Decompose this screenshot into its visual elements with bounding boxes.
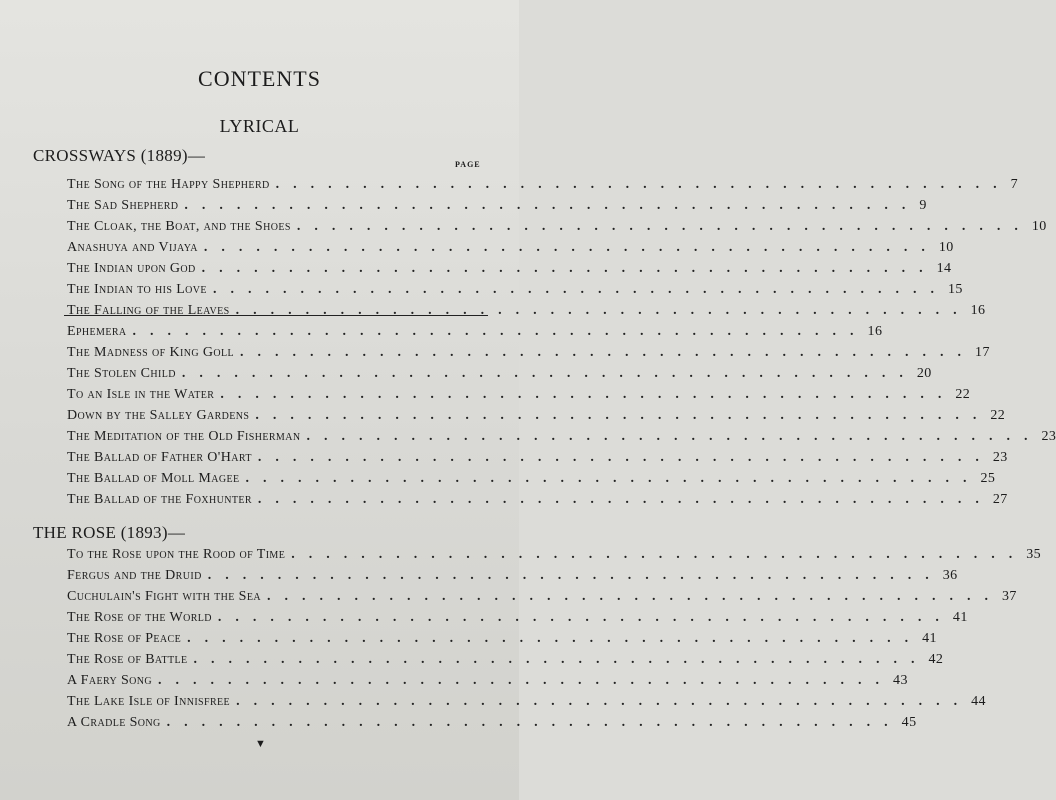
toc-entry-title: The Rose of the World <box>67 610 212 625</box>
toc-entry-page: 20 <box>916 366 932 381</box>
toc-entry-title: The Ballad of Moll Magee <box>67 471 240 486</box>
dot-leader: .......................................... <box>257 450 993 465</box>
section-heading-crossways: CROSSWAYS (1889)— <box>33 146 206 165</box>
dot-leader: .......................................... <box>236 694 972 709</box>
toc-entry-title: The Stolen Child <box>67 366 176 381</box>
toc-entry-title: The Madness of King Goll <box>67 345 235 360</box>
toc-list-rose <box>67 544 1042 733</box>
toc-entry-title: To an Isle in the Water <box>67 387 215 402</box>
toc-entry-page: 9 <box>919 198 927 213</box>
toc-entry-title: The Indian upon God <box>67 261 196 276</box>
dot-leader: .......................................... <box>181 366 917 381</box>
dot-leader: .......................................... <box>220 387 956 402</box>
toc-entry-page: 10 <box>1031 219 1047 234</box>
toc-entry-page: 23 <box>1041 429 1056 444</box>
continue-marker-icon: ▼ <box>255 738 266 750</box>
toc-entry-page: 23 <box>992 450 1008 465</box>
dot-leader: .......................................... <box>257 492 993 507</box>
toc-entry <box>67 607 968 628</box>
dot-leader: .......................................... <box>158 673 894 688</box>
dot-leader: .......................................... <box>255 408 991 423</box>
underline-rule <box>64 315 488 316</box>
dot-leader: .......................................... <box>201 261 937 276</box>
toc-entry-page: 22 <box>955 387 971 402</box>
dot-leader: .......................................... <box>296 219 1032 234</box>
dot-leader: .......................................... <box>266 589 1002 604</box>
page-title: CONTENTS <box>198 66 321 91</box>
dot-leader: .......................................... <box>291 547 1027 562</box>
toc-entry <box>67 426 1056 447</box>
page-subtitle: LYRICAL <box>219 116 300 136</box>
toc-entry-page: 16 <box>867 324 883 339</box>
toc-entry-page: 22 <box>990 408 1006 423</box>
toc-entry-title: To the Rose upon the Rood of Time <box>67 547 286 562</box>
toc-entry <box>67 258 952 279</box>
toc-entry-title: The Ballad of the Foxhunter <box>67 492 252 507</box>
toc-entry-title: The Meditation of the Old Fisherman <box>67 429 301 444</box>
dot-leader: .......................................... <box>187 631 923 646</box>
toc-entry-page: 27 <box>992 492 1008 507</box>
toc-entry-page: 43 <box>893 673 908 688</box>
toc-entry <box>67 489 1008 510</box>
toc-entry-title: The Indian to his Love <box>67 282 207 297</box>
toc-entry <box>67 195 927 216</box>
toc-entry-title: The Falling of the Leaves <box>67 303 230 318</box>
toc-entry-title: The Cloak, the Boat, and the Shoes <box>67 219 291 234</box>
toc-entry <box>67 384 971 405</box>
toc-entry <box>67 544 1042 565</box>
toc-entry <box>67 237 954 258</box>
toc-entry-page: 37 <box>1001 589 1017 604</box>
section-heading-rose: THE ROSE (1893)— <box>33 523 186 542</box>
toc-entry-page: 35 <box>1026 547 1042 562</box>
toc-entry <box>67 565 958 586</box>
dot-leader: .......................................... <box>212 282 948 297</box>
toc-entry-title: The Lake Isle of Innisfree <box>67 694 231 709</box>
toc-entry <box>67 174 1019 195</box>
toc-entry-page: 25 <box>980 471 996 486</box>
toc-entry-title: The Song of the Happy Shepherd <box>67 177 270 192</box>
toc-entry <box>67 405 1006 426</box>
toc-entry <box>67 628 937 649</box>
toc-entry-title: The Sad Shepherd <box>67 198 179 213</box>
toc-entry-page: 41 <box>952 610 968 625</box>
dot-leader: .......................................... <box>193 652 929 667</box>
dot-leader: .......................................... <box>275 177 1011 192</box>
dot-leader: .......................................... <box>207 568 943 583</box>
dot-leader: .......................................... <box>240 345 976 360</box>
toc-entry-page: 10 <box>938 240 954 255</box>
dot-leader: .......................................... <box>217 610 953 625</box>
toc-entry <box>67 363 932 384</box>
toc-entry <box>67 586 1017 607</box>
toc-entry-title: A Faery Song <box>67 673 153 688</box>
toc-entry <box>67 342 990 363</box>
dot-leader: .......................................... <box>245 471 981 486</box>
toc-entry-title: Down by the Salley Gardens <box>67 408 250 423</box>
toc-entry-title: Ephemera <box>67 324 127 339</box>
toc-entry-page: 15 <box>947 282 963 297</box>
toc-entry <box>67 649 944 670</box>
toc-entry <box>67 321 883 342</box>
toc-entry-page: 7 <box>1010 177 1019 192</box>
toc-entry-page: 42 <box>928 652 944 667</box>
toc-entry-page: 14 <box>936 261 952 276</box>
page-column-label: PAGE <box>455 160 481 169</box>
toc-entry-page: 41 <box>922 631 937 646</box>
dot-leader: .......................................... <box>306 429 1042 444</box>
toc-entry-title: Anashuya and Vijaya <box>67 240 198 255</box>
dot-leader: .......................................... <box>235 303 971 318</box>
toc-entry <box>67 216 1047 237</box>
toc-entry-page: 44 <box>971 694 986 709</box>
dot-leader: .......................................... <box>166 715 902 730</box>
toc-entry <box>67 691 986 712</box>
toc-entry-title: The Ballad of Father O'Hart <box>67 450 252 465</box>
toc-entry <box>67 468 996 489</box>
toc-entry-title: The Rose of Peace <box>67 631 182 646</box>
toc-entry <box>67 279 963 300</box>
toc-entry-page: 17 <box>975 345 990 360</box>
dot-leader: .......................................... <box>184 198 920 213</box>
toc-list-crossways <box>67 174 1056 510</box>
toc-entry <box>67 447 1008 468</box>
toc-entry <box>67 300 986 321</box>
toc-entry-title: A Cradle Song <box>67 715 161 730</box>
toc-entry-page: 36 <box>942 568 958 583</box>
toc-entry-title: The Rose of Battle <box>67 652 188 667</box>
toc-entry-title: Cuchulain's Fight with the Sea <box>67 589 261 604</box>
toc-entry-page: 16 <box>970 303 986 318</box>
dot-leader: .......................................... <box>132 324 868 339</box>
dot-leader: .......................................... <box>203 240 939 255</box>
toc-entry <box>67 712 917 733</box>
toc-entry-page: 45 <box>901 715 917 730</box>
toc-entry <box>67 670 908 691</box>
toc-entry-title: Fergus and the Druid <box>67 568 202 583</box>
